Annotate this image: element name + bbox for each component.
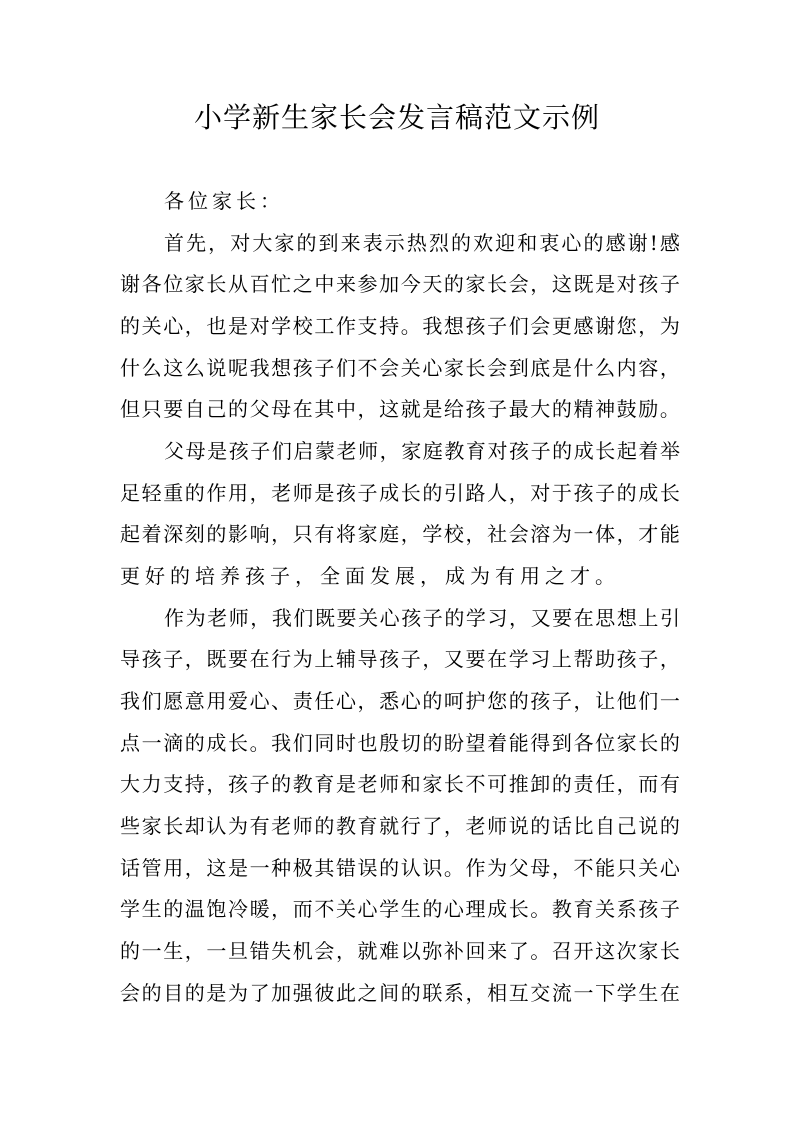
paragraph-line: 的 关 心 ， 也 是 对 学 校 工 作 支 持 。 我 想 孩 子 们 会 更 感 谢 您 ， 为: [120, 314, 680, 338]
paragraph-line: 大 力 支 持 ， 孩 子 的 教 育 是 老 师 和 家 长 不 可 推 卸 的 责 任 ， 而 有: [120, 772, 680, 796]
paragraph-line: 学 生 的 温 饱 冷 暖 ， 而 不 关 心 学 生 的 心 理 成 长 。 教 育 关 系 孩 子: [120, 897, 680, 921]
paragraph-line: 什 么 这 么 说 呢 我 想 孩 子 们 不 会 关 心 家 长 会 到 底 是 什 么 内 容 ，: [120, 356, 680, 380]
salutation-line: 各位家长：: [164, 189, 284, 213]
paragraph-line: 会 的 目 的 是 为 了 加 强 彼 此 之 间 的 联 系 ， 相 互 交 流 一 下 学 生 在: [120, 981, 680, 1005]
paragraph-line: 点 一 滴 的 成 长 。 我 们 同 时 也 殷 切 的 盼 望 着 能 得 到 各 位 家 长 的: [120, 731, 680, 755]
paragraph-line: 导 孩 子 ， 既 要 在 行 为 上 辅 导 孩 子 ， 又 要 在 学 习 上 帮 助 孩 子 ，: [120, 647, 680, 671]
paragraph-line: 的 一 生 ， 一 旦 错 失 机 会 ， 就 难 以 弥 补 回 来 了 。 召 开 这 次 家 长: [120, 939, 680, 963]
paragraph-line: 足 轻 重 的 作 用 ， 老 师 是 孩 子 成 长 的 引 路 人 ， 对 于 孩 子 的 成 长: [120, 481, 680, 505]
paragraph-line: 更好的培养孩子，全面发展，成为有用之才。: [120, 564, 620, 588]
paragraph-line: 些 家 长 却 认 为 有 老 师 的 教 育 就 行 了 ， 老 师 说 的 话 比 自 己 说 的: [120, 814, 680, 838]
paragraph-line: 起 着 深 刻 的 影 响 ， 只 有 将 家 庭 ， 学 校 ， 社 会 溶 为 一 体 ， 才 能: [120, 522, 680, 546]
document-title: 小学新生家长会发言稿范文示例: [193, 101, 600, 134]
paragraph-line: 我 们 愿 意 用 爱 心 、 责 任 心 ， 悉 心 的 呵 护 您 的 孩 子 ， 让 他 们 一: [120, 689, 680, 713]
paragraph-line: 但 只 要 自 己 的 父 母 在 其 中 ， 这 就 是 给 孩 子 最 大 的 精 神 鼓 励 。: [120, 397, 680, 421]
paragraph-line: 首 先 ， 对 大 家 的 到 来 表 示 热 烈 的 欢 迎 和 衷 心 的 感 谢 ! 感: [164, 231, 680, 255]
paragraph-line: 谢 各 位 家 长 从 百 忙 之 中 来 参 加 今 天 的 家 长 会 ， 这 既 是 对 孩 子: [120, 272, 680, 296]
paragraph-line: 父 母 是 孩 子 们 启 蒙 老 师 ， 家 庭 教 育 对 孩 子 的 成 长 起 着 举: [164, 439, 680, 463]
paragraph-line: 作 为 老 师 ， 我 们 既 要 关 心 孩 子 的 学 习 ， 又 要 在 思 想 上 引: [164, 606, 680, 630]
paragraph-line: 话 管 用 ， 这 是 一 种 极 其 错 误 的 认 识 。 作 为 父 母 ， 不 能 只 关 心: [120, 856, 680, 880]
